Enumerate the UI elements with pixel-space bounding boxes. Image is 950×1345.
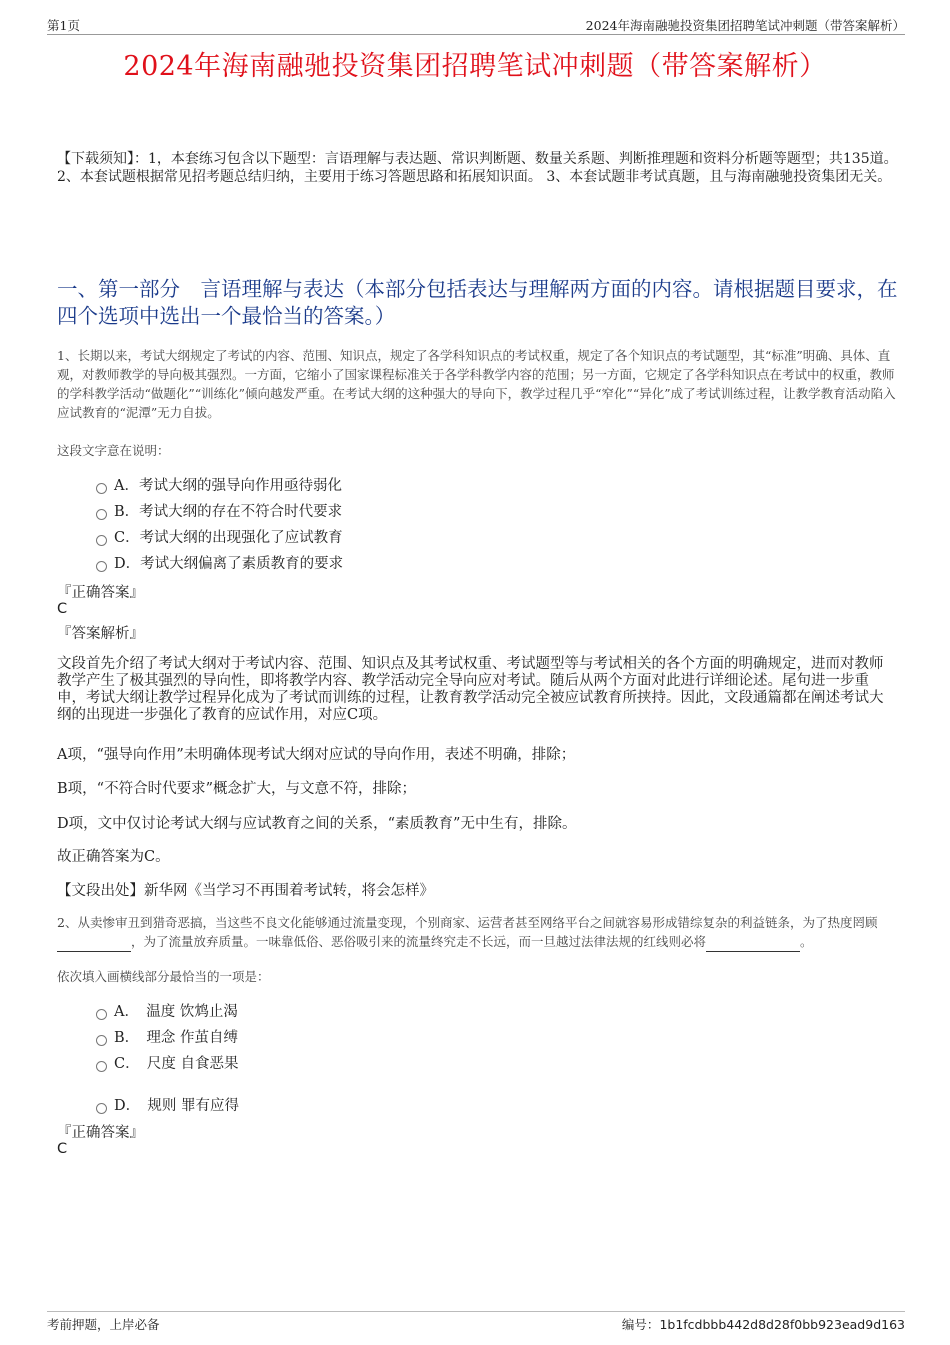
header-doc-title: 2024年海南融驰投资集团招聘笔试冲刺题（带答案解析） <box>585 18 905 33</box>
question-1-source: 【文段出处】新华网《当学习不再围着考试转，将会怎样》 <box>57 883 434 899</box>
question-1-answer-label: 『正确答案』 <box>57 585 144 601</box>
page-number: 第1页 <box>47 18 80 33</box>
question-2-prompt: 依次填入画横线部分最恰当的一项是： <box>57 969 270 984</box>
question-1-options <box>96 473 343 577</box>
question-1-option-d[interactable]: D．考试大纲偏离了素质教育的要求 <box>96 551 343 577</box>
question-1-answer: C <box>57 601 68 617</box>
question-1-option-b-analysis: B项，“不符合时代要求”概念扩大，与文意不符，排除； <box>57 781 416 797</box>
radio-icon[interactable] <box>96 1103 107 1114</box>
question-1-option-c[interactable]: C．考试大纲的出现强化了应试教育 <box>96 525 343 551</box>
footer-code: 编号：1b1fcdbbb442d8d28f0bb923ead9d163 <box>621 1317 905 1332</box>
radio-icon[interactable] <box>96 509 107 520</box>
radio-icon[interactable] <box>96 483 107 494</box>
radio-icon[interactable] <box>96 1035 107 1046</box>
page-header <box>47 14 905 35</box>
question-1-option-a-analysis: A项，“强导向作用”未明确体现考试大纲对应试的导向作用，表述不明确，排除； <box>57 747 576 763</box>
question-1-analysis-label: 『答案解析』 <box>57 626 144 642</box>
question-2-option-a[interactable]: A． 温度 饮鸩止渴 <box>96 999 239 1025</box>
section-title: 一、第一部分 言语理解与表达（本部分包括表达与理解两方面的内容。请根据题目要求，在四个选项中选出一个最恰当的答案。） <box>57 277 898 328</box>
radio-icon[interactable] <box>96 1061 107 1072</box>
question-2-option-c[interactable]: C． 尺度 自食恶果 <box>96 1051 239 1077</box>
question-1-conclusion: 故正确答案为C。 <box>57 849 170 865</box>
question-1-analysis: 文段首先介绍了考试大纲对于考试内容、范围、知识点及其考试权重、考试题型等与考试相关的各个方面的明确规定，进而对教师教学产生了极其强烈的导向性，即将教学内容、教学活动完全导向应对考试。随后从两个方面对此进行详细论述。尾句进一步重申，考试大纲让教学过程异化成为了考试而训练的过程，让教育教学活动完全被应试教育所挟持。因此，文段通篇都在阐述考试大纲的出现进一步强化了教育的应试作用，对应C项。 <box>57 656 884 723</box>
question-2-option-d[interactable]: D． 规则 罪有应得 <box>96 1093 239 1119</box>
question-1-option-b[interactable]: B．考试大纲的存在不符合时代要求 <box>96 499 343 525</box>
question-1-option-d-analysis: D项，文中仅讨论考试大纲与应试教育之间的关系，“素质教育”无中生有，排除。 <box>57 816 577 832</box>
question-1-stem: 1、长期以来，考试大纲规定了考试的内容、范围、知识点，规定了各学科知识点的考试权重，规定了各个知识点的考试题型，其“标准”明确、具体、直观，对教师教学的导向极其强烈。一方面，它缩小了国家课程标准关于各学科教学内容的范围；另一方面，它规定了各学科知识点在考试中的权重，教师的学科教学活动“做题化”“训练化”倾向越发严重。在考试大纲的这种强大的导向下，教学过程几乎“窄化”“异化”成了考试训练过程，让教学教育活动陷入应试教育的“泥潭”无力自拔。 <box>57 348 896 420</box>
footer-slogan: 考前押题，上岸必备 <box>47 1317 160 1332</box>
question-2-stem: 2、从卖惨审丑到猎奇恶搞，当这些不良文化能够通过流量变现，个别商家、运营者甚至网络平台之间就容易形成错综复杂的利益链条，为了热度罔顾 ，为了流量放弃质量。一味靠低俗、恶俗吸引来的流量终究走不长远，而一旦越过法律法规的红线则必将 。 <box>57 913 899 952</box>
blank-2 <box>706 932 800 952</box>
question-1-option-a[interactable]: A．考试大纲的强导向作用亟待弱化 <box>96 473 343 499</box>
question-2-answer-label: 『正确答案』 <box>57 1125 144 1141</box>
radio-icon[interactable] <box>96 535 107 546</box>
radio-icon[interactable] <box>96 1009 107 1020</box>
document-title: 2024年海南融驰投资集团招聘笔试冲刺题（带答案解析） <box>123 51 827 82</box>
blank-1 <box>57 932 131 952</box>
question-2-option-b[interactable]: B． 理念 作茧自缚 <box>96 1025 239 1051</box>
download-notice: 【下载须知】：1，本套练习包含以下题型：言语理解与表达题、常识判断题、数量关系题、判断推理题和资料分析题等题型；共135道。 2、本套试题根据常见招考题总结归纳，主要用于练习答题思路和拓展知识面。 3、本套试题非考试真题，且与海南融驰投资集团无关。 <box>57 151 898 185</box>
question-2-answer: C <box>57 1141 68 1157</box>
question-1-prompt: 这段文字意在说明： <box>57 443 170 458</box>
radio-icon[interactable] <box>96 561 107 572</box>
question-2-options <box>96 999 239 1119</box>
page-footer <box>47 1311 905 1332</box>
